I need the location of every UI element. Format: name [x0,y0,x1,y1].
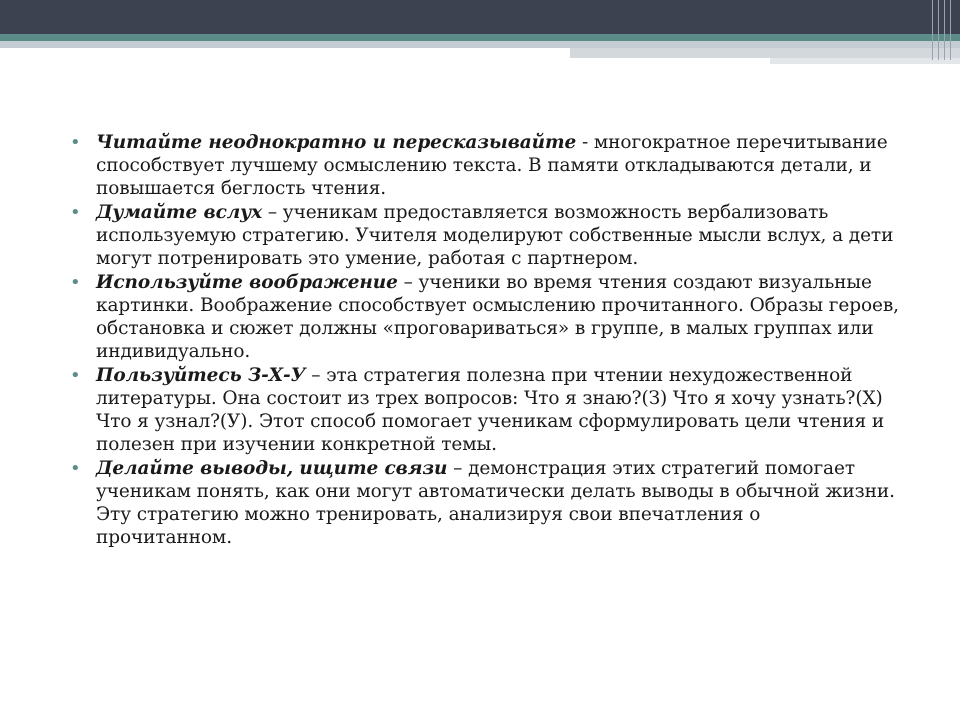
bullet-icon: • [70,202,81,223]
item-lead: Думайте вслух [96,202,263,223]
bullet-icon: • [70,365,81,386]
header-line [938,0,939,60]
header-stripe-light [0,41,960,48]
list-item [70,131,900,200]
item-lead: Пользуйтесь З-Х-У [96,365,306,386]
item-lead: Используйте воображение [96,272,398,293]
item-text: – демонстрация этих стратегий помогает ученикам понять, как они могут автоматически делать выводы в обычной жизни. Эту стратегию можно тренировать, анализируя свои впечатления о прочитанном. [96,458,895,548]
list-item [70,457,900,549]
bullet-list [70,131,900,550]
header-line [950,0,951,60]
header-line [932,0,933,60]
item-text: – ученикам предоставляется возможность вербализовать используемую стратегию. Учителя моделируют собственные мысли вслух, а дети могут потренировать это умение, работая с партнером. [96,202,894,269]
list-item [70,364,900,456]
bullet-icon: • [70,132,81,153]
item-lead: Делайте выводы, ищите связи [96,458,448,479]
list-item [70,271,900,363]
list-item [70,201,900,270]
item-text: – эта стратегия полезна при чтении нехудожественной литературы. Она состоит из трех вопросов: Что я знаю?(З) Что я хочу узнать?(Х) Что я узнал?(У). Этот способ помогает ученикам сформулировать цели чтения и полезен при изучении конкретной темы. [96,365,885,455]
item-text: - многократное перечитывание способствует лучшему осмыслению текста. В памяти откладываются детали, и повышается беглость чтения. [96,132,888,199]
header-line [944,0,945,60]
item-lead: Читайте неоднократно и пересказывайте [96,132,577,153]
bullet-icon: • [70,272,81,293]
header-stripe-teal [0,34,960,41]
header-stripe-right [570,48,960,58]
bullet-icon: • [70,458,81,479]
header-band [0,0,960,34]
item-text: – ученики во время чтения создают визуальные картинки. Воображение способствует осмыслению прочитанного. Образы героев, обстановка и сюжет должны «проговариваться» в группе, в малых группах или индивидуально. [96,272,899,362]
